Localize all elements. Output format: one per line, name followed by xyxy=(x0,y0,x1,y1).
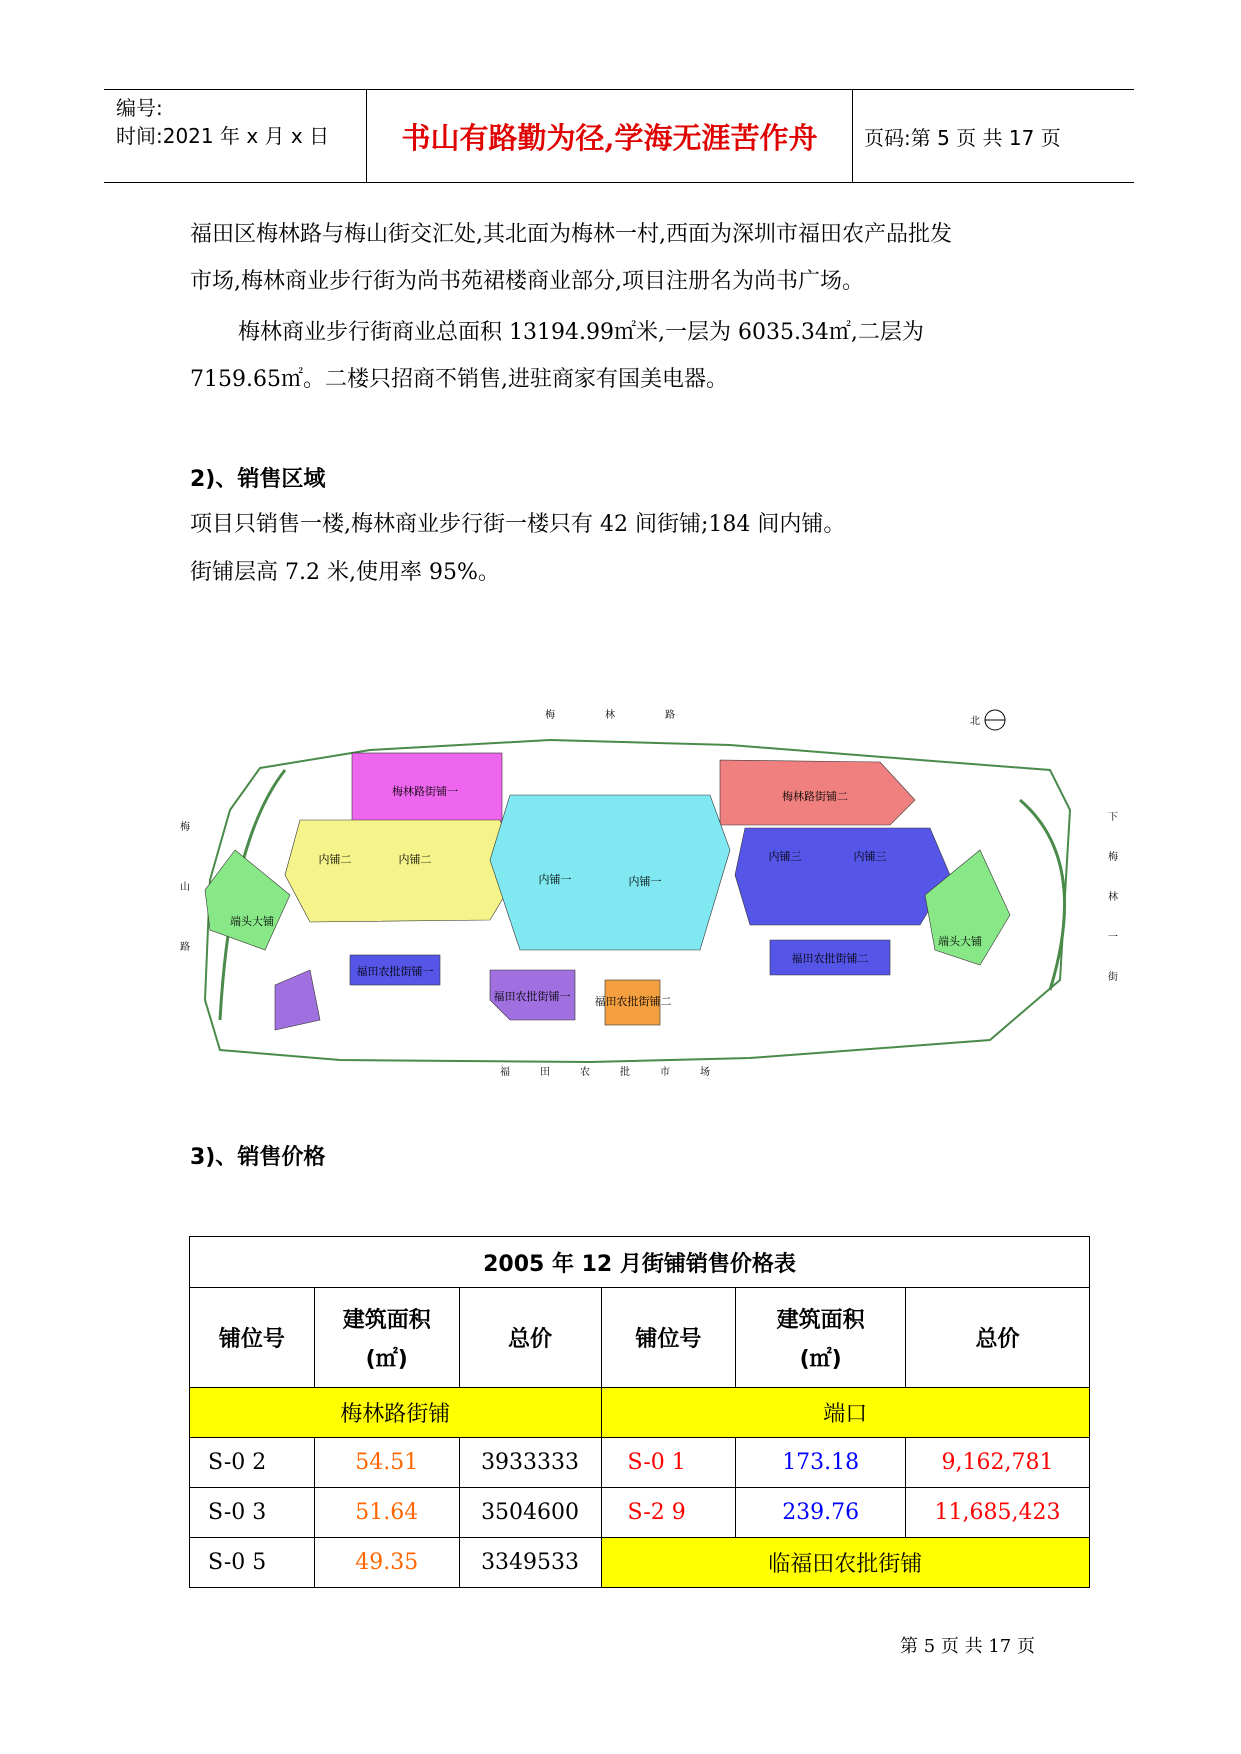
road-top-3: 路 xyxy=(665,710,675,721)
header-time: 时间:2021 年 x 月 x 日 xyxy=(116,124,330,148)
paragraph-2-line-2: 7159.65㎡。二楼只招商不销售,进驻商家有国美电器。 xyxy=(190,367,728,392)
paragraph-2-line-1: 梅林商业步行街商业总面积 13194.99㎡米,一层为 6035.34㎡,二层为 xyxy=(238,320,924,345)
label-nei-1a: 内铺一 xyxy=(538,873,572,886)
header-page-code: 页码:第 5 页 共 17 页 xyxy=(864,125,1061,150)
zone-dp-left xyxy=(205,850,290,950)
col-header-area: 建筑面积 (㎡) xyxy=(314,1288,459,1388)
table-row: S-0 2 54.51 3933333 S-0 1 173.18 9,162,781 xyxy=(190,1438,1090,1488)
right-ramp xyxy=(1020,800,1065,990)
road-bottom-5: 市 xyxy=(660,1067,670,1078)
price-table xyxy=(189,1236,1090,1588)
label-ft-center-2: 福田农批街铺二 xyxy=(594,995,672,1008)
zone-nei-1 xyxy=(490,795,730,950)
col-header-shop: 铺位号 xyxy=(190,1288,315,1388)
road-bottom-1: 福 xyxy=(500,1067,510,1078)
header-motto: 书山有路勤为径,学海无涯苦作舟 xyxy=(366,90,853,182)
zone-purple-small xyxy=(275,970,320,1030)
section-heading-sales-price: 3)、销售价格 xyxy=(190,1145,326,1170)
col-header-area-2: 建筑面积 (㎡) xyxy=(736,1288,906,1388)
road-top-2: 林 xyxy=(605,710,615,721)
label-ft-right: 福田农批街铺二 xyxy=(791,952,869,965)
col-header-shop-2: 铺位号 xyxy=(601,1288,736,1388)
section-futian-street: 临福田农批街铺 xyxy=(601,1538,1090,1588)
label-mlr-2: 梅林路街铺二 xyxy=(782,790,848,803)
road-bottom-3: 农 xyxy=(580,1067,590,1078)
north-label: 北 xyxy=(970,716,980,727)
road-left-2: 山 xyxy=(180,882,190,893)
page-header xyxy=(104,89,1134,183)
paragraph-3: 项目只销售一楼,梅林商业步行街一楼只有 42 间街铺;184 间内铺。 xyxy=(190,512,846,537)
label-nei-3a: 内铺三 xyxy=(768,850,802,863)
road-right-3: 林 xyxy=(1108,892,1118,903)
paragraph-1-line-1: 福田区梅林路与梅山街交汇处,其北面为梅林一村,西面为深圳市福田农产品批发 xyxy=(190,222,952,247)
col-header-total: 总价 xyxy=(459,1288,601,1388)
label-nei-1b: 内铺一 xyxy=(628,875,662,888)
page-footer: 第 5 页 共 17 页 xyxy=(900,1636,1035,1657)
road-bottom-2: 田 xyxy=(540,1067,550,1078)
zone-nei-2 xyxy=(285,820,520,922)
header-meta xyxy=(116,94,329,150)
label-dp-right: 端头大铺 xyxy=(938,935,982,948)
road-right-4: 一 xyxy=(1108,932,1118,943)
section-duankou: 端口 xyxy=(601,1388,1090,1438)
road-top-1: 梅 xyxy=(545,710,555,721)
road-bottom-6: 场 xyxy=(700,1067,710,1078)
label-dp-left: 端头大铺 xyxy=(230,915,274,928)
table-row: S-0 5 49.35 3349533 临福田农批街铺 xyxy=(190,1538,1090,1588)
road-right-2: 梅 xyxy=(1108,852,1118,863)
label-ft-center-1: 福田农批街铺一 xyxy=(493,990,571,1003)
road-right-1: 下 xyxy=(1108,812,1118,823)
paragraph-4: 街铺层高 7.2 米,使用率 95%。 xyxy=(190,560,500,585)
label-ft-left: 福田农批街铺一 xyxy=(356,965,434,978)
label-mlr-1: 梅林路街铺一 xyxy=(392,785,458,798)
label-nei-2a: 内铺二 xyxy=(318,853,352,866)
label-nei-3b: 内铺三 xyxy=(853,850,887,863)
col-header-total-2: 总价 xyxy=(906,1288,1090,1388)
table-row: S-0 3 51.64 3504600 S-2 9 239.76 11,685,423 xyxy=(190,1488,1090,1538)
floor-plan xyxy=(180,700,1120,1080)
section-meilin-road: 梅林路街铺 xyxy=(190,1388,602,1438)
road-right-5: 街 xyxy=(1108,972,1118,983)
road-left-1: 梅 xyxy=(180,822,190,833)
label-nei-2b: 内铺二 xyxy=(398,853,432,866)
zone-nei-3 xyxy=(735,828,950,925)
road-bottom-4: 批 xyxy=(620,1067,630,1078)
header-number: 编号: xyxy=(116,96,163,120)
paragraph-1-line-2: 市场,梅林商业步行街为尚书苑裙楼商业部分,项目注册名为尚书广场。 xyxy=(190,269,864,294)
road-left-3: 路 xyxy=(180,942,190,953)
section-heading-sales-area: 2)、销售区域 xyxy=(190,467,326,492)
table-title: 2005 年 12 月街铺销售价格表 xyxy=(190,1237,1090,1288)
